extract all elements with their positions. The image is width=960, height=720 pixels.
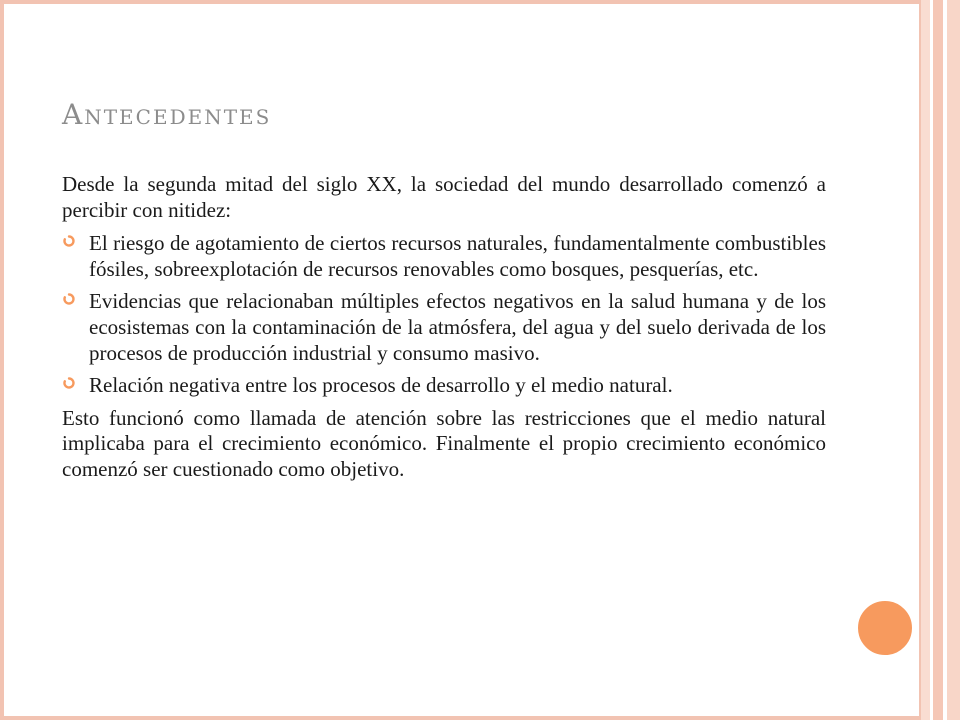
bullet-text: Evidencias que relacionaban múltiples efectos negativos en la salud humana y de los ecosistemas con la contaminación de la atmósfera, del agua y del suelo derivada de los procesos de producción industrial y consumo masivo. (89, 289, 826, 365)
circle-arc-icon (62, 292, 76, 306)
decorative-stripe (933, 0, 943, 720)
bullet-text: Relación negativa entre los procesos de desarrollo y el medio natural. (89, 373, 673, 398)
bullet-item (62, 289, 826, 366)
bullet-list (62, 231, 826, 399)
decorative-circle (855, 598, 915, 658)
intro-paragraph: Desde la segunda mitad del siglo XX, la sociedad del mundo desarrollado comenzó a percibir con nitidez: (62, 172, 826, 222)
bullet-item (62, 231, 826, 282)
decorative-stripe (921, 0, 930, 720)
closing-paragraph: Esto funcionó como llamada de atención sobre las restricciones que el medio natural implicaba para el crecimiento económico. Finalmente el propio crecimiento económico comenzó ser cuestionado como objetivo. (62, 405, 826, 482)
circle-arc-icon (62, 376, 76, 390)
bullet-text: El riesgo de agotamiento de ciertos recursos naturales, fundamentalmente combustibles fósiles, sobreexplotación de recursos renovables como bosques, pesquerías, etc. (89, 231, 826, 281)
slide-title: Antecedentes (62, 98, 272, 131)
circle-arc-icon (62, 234, 76, 248)
bullet-item (62, 373, 826, 399)
slide-content (62, 172, 826, 491)
decorative-stripe (947, 0, 960, 720)
